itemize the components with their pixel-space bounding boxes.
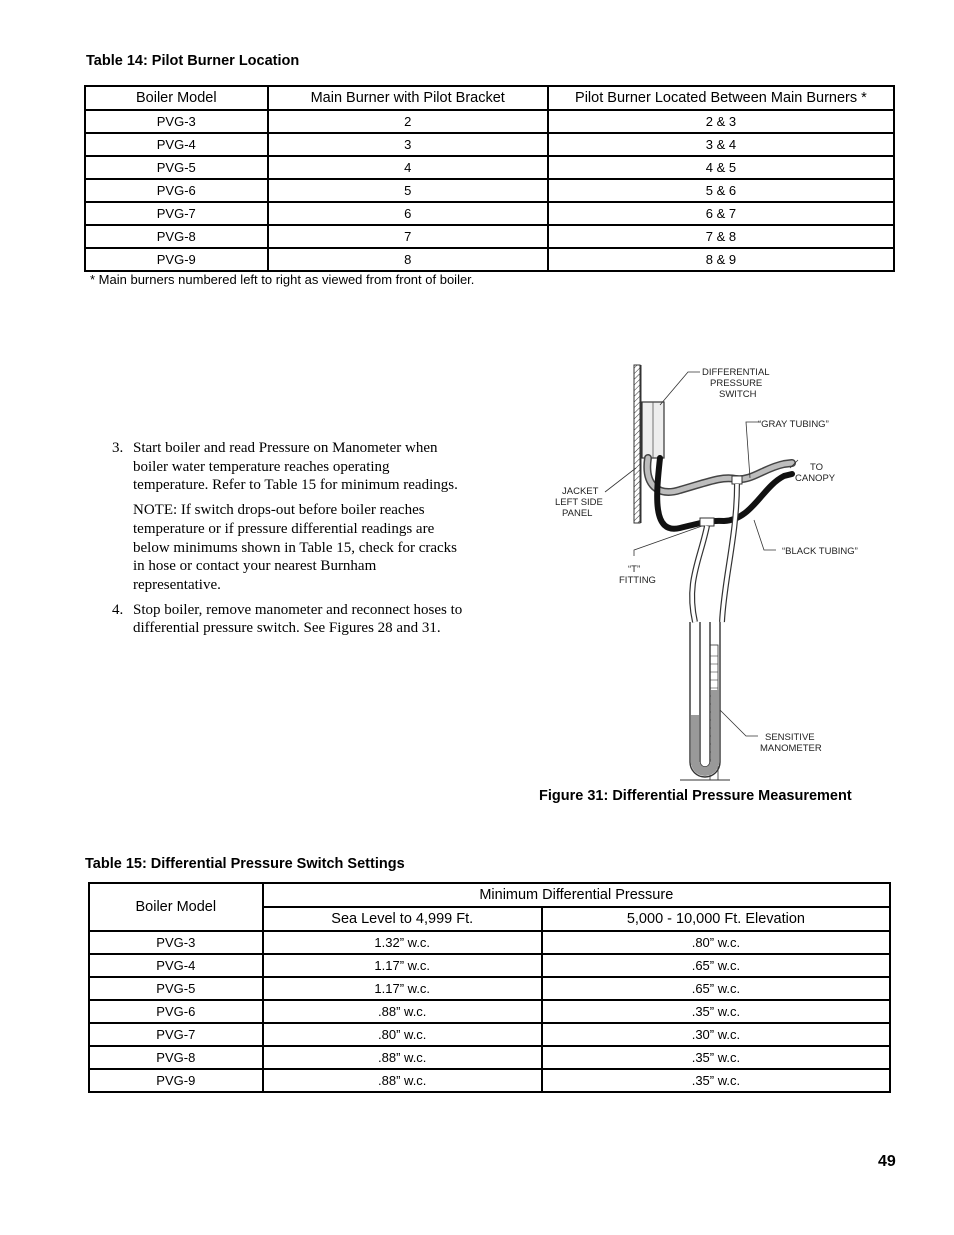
table-cell: 1.17” w.c. [263, 954, 542, 977]
table15-header-model: Boiler Model [89, 883, 263, 931]
table-cell: 4 [268, 156, 548, 179]
table-cell: PVG-3 [85, 110, 268, 133]
table-row [85, 179, 894, 202]
table-cell: 5 & 6 [548, 179, 894, 202]
table-cell: 1.32” w.c. [263, 931, 542, 954]
table14-header-model: Boiler Model [85, 86, 268, 110]
label-canopy-1: TO [810, 462, 824, 473]
table-cell: 2 [268, 110, 548, 133]
jacket-panel [634, 365, 641, 523]
table-cell: PVG-8 [89, 1046, 263, 1069]
table-cell: 1.17” w.c. [263, 977, 542, 1000]
table15 [88, 882, 891, 1093]
table15-caption: Table 15: Differential Pressure Switch Settings [85, 856, 405, 872]
figure31-svg [540, 360, 870, 790]
table-row [89, 931, 890, 954]
label-tee-1: “T” [628, 564, 641, 575]
step-note: NOTE: If switch drops-out before boiler reaches temperature or if pressure differential readings are below minimums shown in Table 15, check for cracks in hose or contact your nearest Burnham representative. [133, 502, 458, 593]
table-cell: 5 [268, 179, 548, 202]
step-3 [112, 439, 464, 595]
table-cell: .80” w.c. [263, 1023, 542, 1046]
table-cell: PVG-6 [85, 179, 268, 202]
table15-header-group: Minimum Differential Pressure [263, 883, 890, 907]
instruction-steps [112, 439, 464, 644]
table14-header-bracket: Main Burner with Pilot Bracket [268, 86, 548, 110]
label-jacket-2: LEFT SIDE [555, 497, 603, 508]
table-cell: PVG-7 [89, 1023, 263, 1046]
table-cell: .88” w.c. [263, 1000, 542, 1023]
table-cell: 2 & 3 [548, 110, 894, 133]
table-cell: PVG-9 [89, 1069, 263, 1092]
table-cell: 7 & 8 [548, 225, 894, 248]
table-cell: PVG-5 [85, 156, 268, 179]
table-cell: .80” w.c. [542, 931, 890, 954]
table-row [89, 954, 890, 977]
step-text: Start boiler and read Pressure on Manometer when boiler water temperature reaches operating temperature. Refer to Table 15 for minimum readings. [133, 440, 458, 494]
table14-header-row [85, 86, 894, 110]
table-cell: PVG-4 [89, 954, 263, 977]
pressure-switch [642, 402, 664, 458]
label-manometer-2: MANOMETER [760, 743, 822, 754]
table-cell: .35” w.c. [542, 1046, 890, 1069]
step-4 [112, 601, 464, 638]
label-switch-1: DIFFERENTIAL [702, 367, 770, 378]
table-cell: PVG-6 [89, 1000, 263, 1023]
table-cell: 3 [268, 133, 548, 156]
table14-header-between: Pilot Burner Located Between Main Burners * [548, 86, 894, 110]
manometer [680, 622, 730, 780]
table-row [85, 248, 894, 271]
table14-caption: Table 14: Pilot Burner Location [86, 53, 300, 69]
page-number: 49 [878, 1153, 896, 1170]
table-cell: .88” w.c. [263, 1046, 542, 1069]
table15-header-row-1 [89, 883, 890, 907]
table15-header-sea: Sea Level to 4,999 Ft. [263, 907, 542, 931]
table-cell: .65” w.c. [542, 977, 890, 1000]
table-cell: PVG-5 [89, 977, 263, 1000]
table-cell: .30” w.c. [542, 1023, 890, 1046]
table-cell: 6 & 7 [548, 202, 894, 225]
table-row [85, 202, 894, 225]
label-jacket-1: JACKET [562, 486, 599, 497]
table-cell: PVG-9 [85, 248, 268, 271]
table-cell: 7 [268, 225, 548, 248]
table-row [89, 1023, 890, 1046]
table-cell: PVG-4 [85, 133, 268, 156]
table-cell: .88” w.c. [263, 1069, 542, 1092]
figure31-diagram [540, 360, 870, 790]
table15-header-elev: 5,000 - 10,000 Ft. Elevation [542, 907, 890, 931]
step-text: Stop boiler, remove manometer and reconnect hoses to differential pressure switch. See Figures 28 and 31. [133, 601, 463, 637]
label-switch-3: SWITCH [719, 389, 757, 400]
table-row [85, 133, 894, 156]
table-row [85, 110, 894, 133]
tee-fitting-upper [732, 476, 742, 484]
label-canopy-2: CANOPY [795, 473, 836, 484]
table-row [89, 1000, 890, 1023]
figure31-caption: Figure 31: Differential Pressure Measurement [539, 788, 852, 804]
label-gray-tubing: “GRAY TUBING” [758, 419, 829, 430]
table-cell: 6 [268, 202, 548, 225]
step-number: 3. [112, 440, 124, 456]
label-tee-2: FITTING [619, 575, 656, 586]
table-cell: .65” w.c. [542, 954, 890, 977]
table-cell: PVG-8 [85, 225, 268, 248]
table-cell: PVG-3 [89, 931, 263, 954]
table-row [85, 225, 894, 248]
tee-fitting-lower [700, 518, 714, 526]
table-row [89, 1046, 890, 1069]
label-jacket-3: PANEL [562, 508, 593, 519]
table-cell: PVG-7 [85, 202, 268, 225]
table-cell: 8 [268, 248, 548, 271]
table-cell: .35” w.c. [542, 1000, 890, 1023]
table14 [84, 85, 895, 272]
table-cell: 4 & 5 [548, 156, 894, 179]
label-black-tubing: “BLACK TUBING” [782, 546, 858, 557]
table-cell: .35” w.c. [542, 1069, 890, 1092]
table-row [89, 1069, 890, 1092]
step-number: 4. [112, 601, 124, 618]
table-cell: 8 & 9 [548, 248, 894, 271]
label-manometer-1: SENSITIVE [765, 732, 815, 743]
table-cell: 3 & 4 [548, 133, 894, 156]
table14-footnote: * Main burners numbered left to right as viewed from front of boiler. [90, 272, 475, 287]
table-row [85, 156, 894, 179]
table-row [89, 977, 890, 1000]
label-switch-2: PRESSURE [710, 378, 763, 389]
